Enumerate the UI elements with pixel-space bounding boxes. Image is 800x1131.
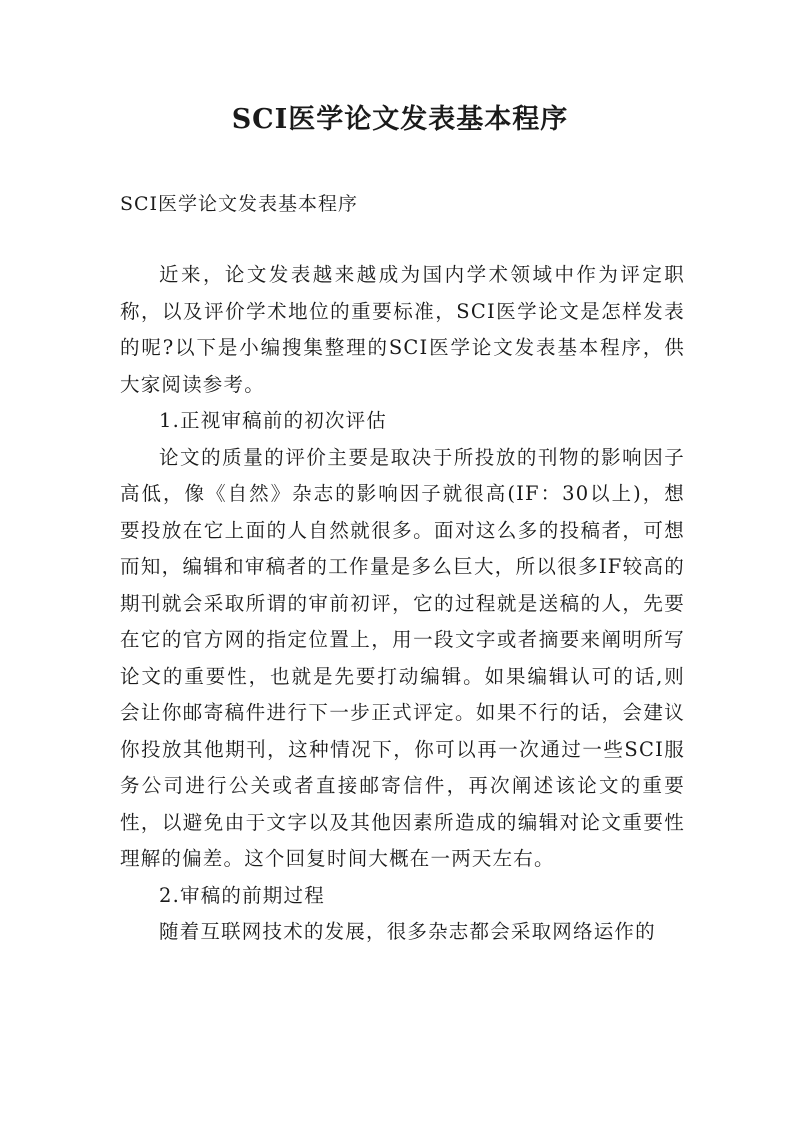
paragraph-intro: 近来，论文发表越来越成为国内学术领域中作为评定职称，以及评价学术地位的重要标准，SCI医学论文是怎样发表的呢?以下是小编搜集整理的SCI医学论文发表基本程序，供大家阅读参考。 <box>120 263 685 396</box>
paragraph-section-1: 论文的质量的评价主要是取决于所投放的刊物的影响因子高低，像《自然》杂志的影响因子就很高(IF：30以上)，想要投放在它上面的人自然就很多。面对这么多的投稿者，可想而知，编辑和审稿者的工作量是多么巨大，所以很多IF较高的期刊就会采取所谓的审前初评，它的过程就是送稿的人，先要在它的官方网的指定位置上，用一段文字或者摘要来阐明所写论文的重要性，也就是先要打动编辑。如果编辑认可的话,则会让你邮寄稿件进行下一步正式评定。如果不行的话，会建议你投放其他期刊，这种情况下，你可以再一次通过一些SCI服务公司进行公关或者直接邮寄信件，再次阐述该论文的重要性，以避免由于文字以及其他因素所造成的编辑对论文重要性理解的偏差。这个回复时间大概在一两天左右。 <box>120 445 685 870</box>
document-title: SCI医学论文发表基本程序 <box>231 104 569 135</box>
section-heading-1: 1.正视审稿前的初次评估 <box>159 409 388 432</box>
document-subtitle: SCI医学论文发表基本程序 <box>120 193 359 215</box>
section-heading-2: 2.审稿的前期过程 <box>159 883 325 907</box>
document-body <box>120 257 685 951</box>
paragraph-section-2: 随着互联网技术的发展，很多杂志都会采取网络运作的 <box>159 920 656 943</box>
